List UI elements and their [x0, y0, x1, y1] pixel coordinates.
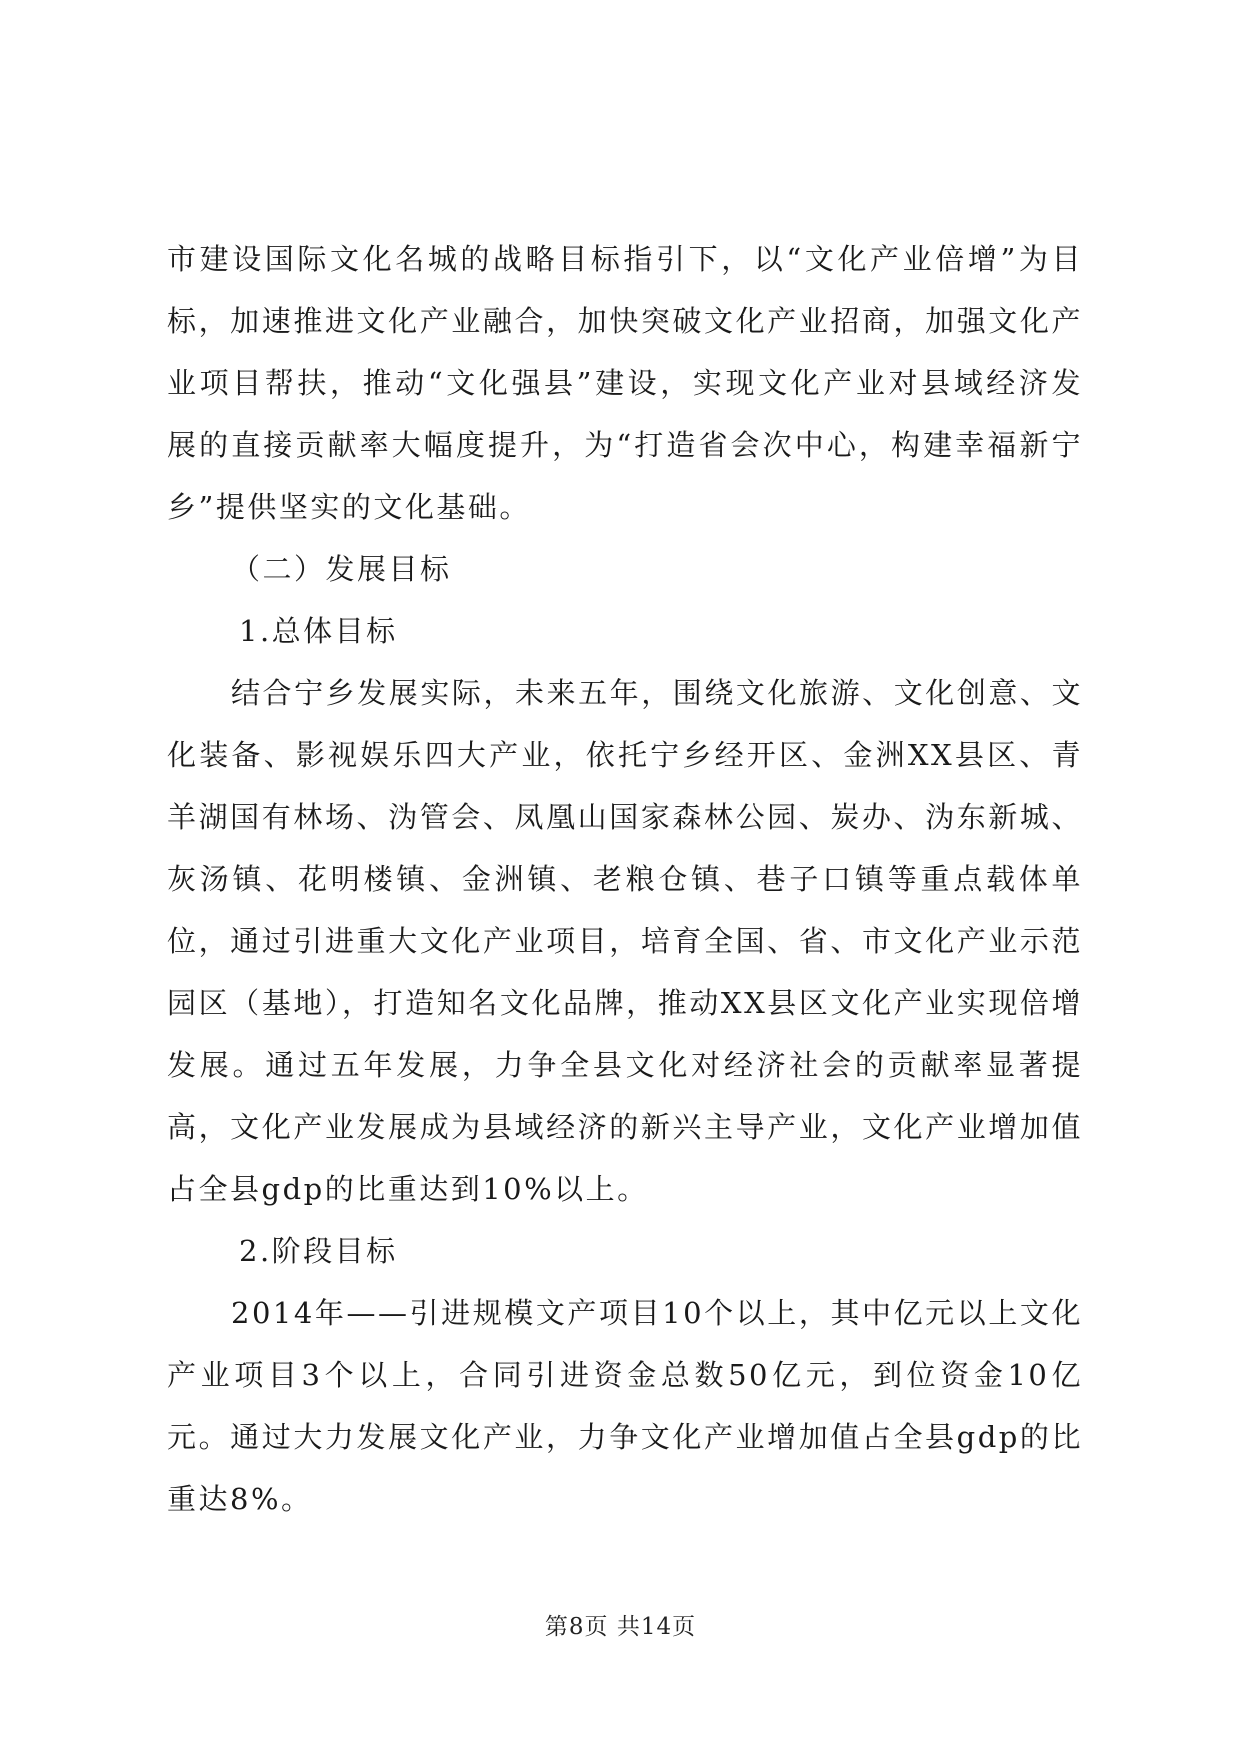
paragraph-overall-goals: 结合宁乡发展实际，未来五年，围绕文化旅游、文化创意、文化装备、影视娱乐四大产业，依托宁乡经开区、金洲XX县区、青羊湖国有林场、沩管会、凤凰山国家森林公园、炭办、沩东新城、灰汤镇、花明楼镇、金洲镇、老粮仓镇、巷子口镇等重点载体单位，通过引进重大文化产业项目，培育全国、省、市文化产业示范园区（基地），打造知名文化品牌，推动XX县区文化产业实现倍增发展。通过五年发展，力争全县文化对经济社会的贡献率显著提高，文化产业发展成为县域经济的新兴主导产业，文化产业增加值占全县gdp的比重达到10%以上。	[167, 676, 1083, 1206]
document-body	[167, 228, 1083, 1530]
paragraph-strategy-continued: 市建设国际文化名城的战略目标指引下，以“文化产业倍增”为目标，加速推进文化产业融合，加快突破文化产业招商，加强文化产业项目帮扶，推动“文化强县”建设，实现文化产业对县域经济发展的直接贡献率大幅度提升，为“打造省会次中心，构建幸福新宁乡”提供坚实的文化基础。	[167, 242, 1083, 524]
section-heading-development-goals: （二）发展目标	[231, 552, 452, 586]
paragraph-stage-goals-2014: 2014年——引进规模文产项目10个以上，其中亿元以上文化产业项目3个以上，合同引进资金总数50亿元，到位资金10亿元。通过大力发展文化产业，力争文化产业增加值占全县gdp的比重达8%。	[167, 1296, 1083, 1516]
subheading-stage-goals: 2.阶段目标	[239, 1234, 398, 1268]
subheading-overall-goals: 1.总体目标	[239, 614, 398, 648]
page-number-footer: 第8页 共14页	[544, 1614, 697, 1640]
